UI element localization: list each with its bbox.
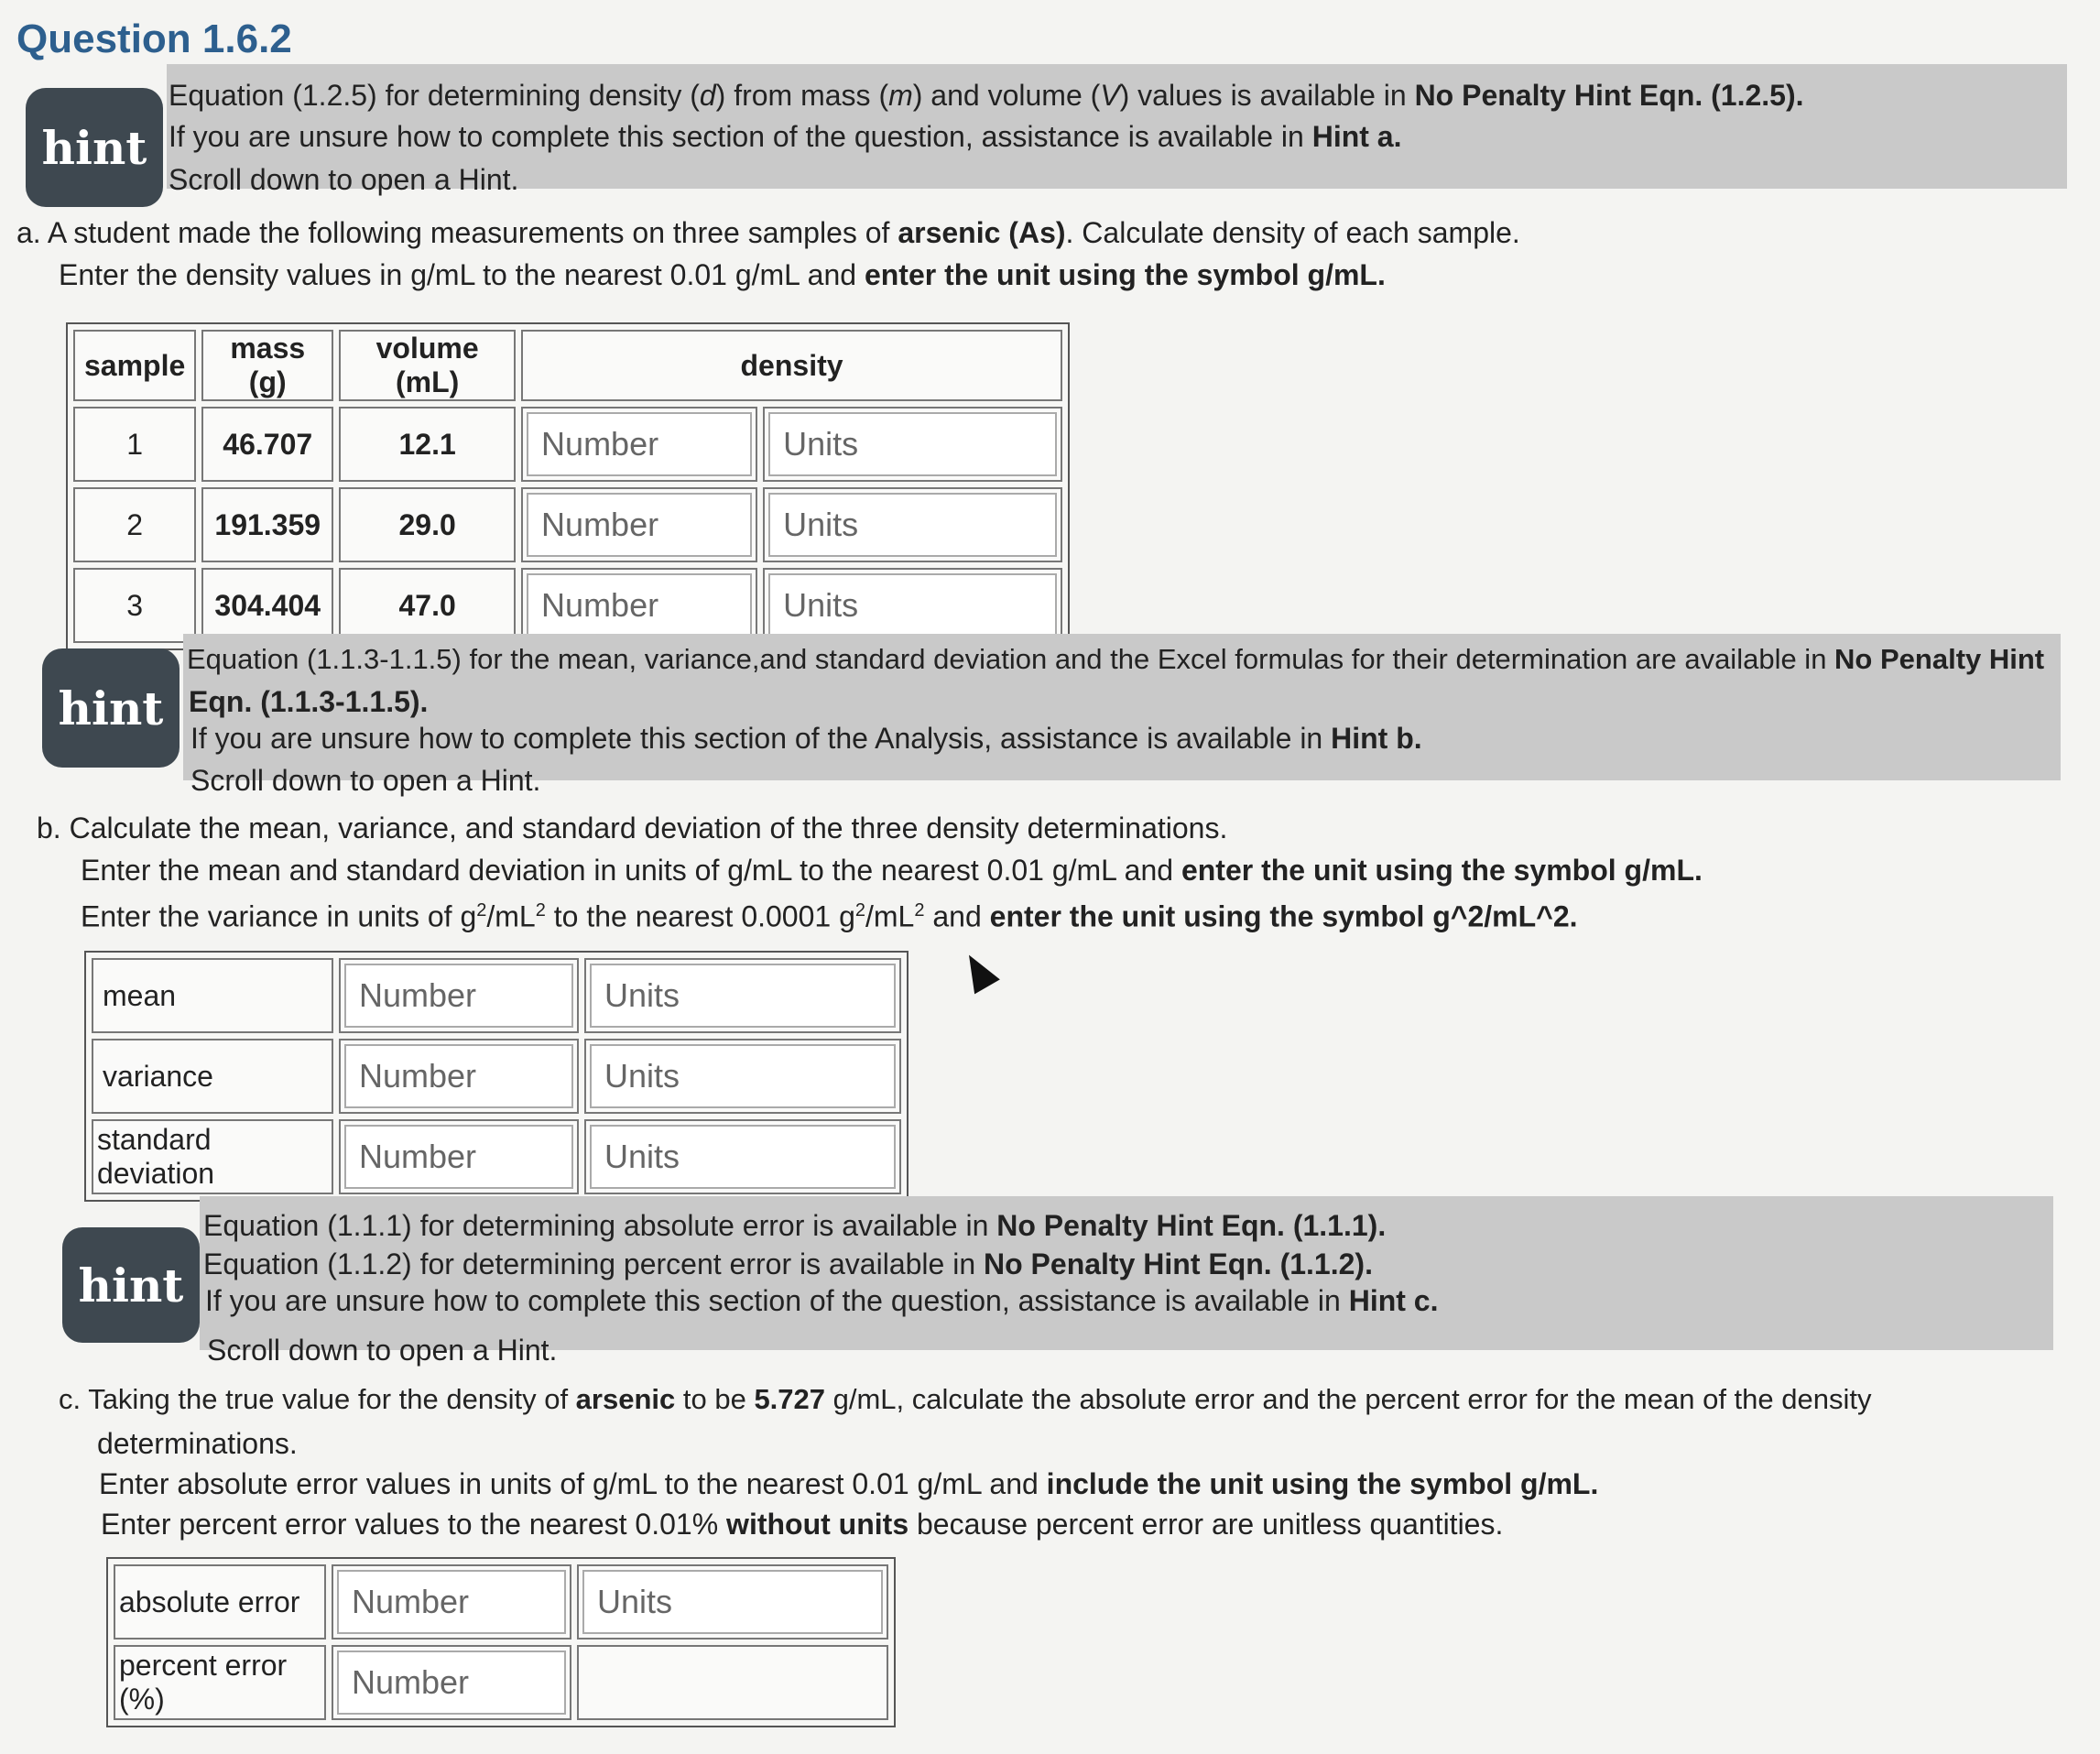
sample-cell: 2 xyxy=(73,487,196,562)
mass-cell: 46.707 xyxy=(201,407,333,482)
density-table-header xyxy=(73,330,1062,401)
hint-c-badge[interactable]: hint xyxy=(62,1227,200,1343)
mean-units-cell xyxy=(584,958,901,1033)
hint-a-line2: If you are unsure how to complete this section of the question, assistance is available in Hint a. xyxy=(169,120,1402,153)
density-units-input-2[interactable] xyxy=(768,493,1057,557)
absolute-error-label: absolute error xyxy=(114,1564,326,1640)
hint-b-badge[interactable]: hint xyxy=(42,648,180,768)
std-dev-number-input[interactable] xyxy=(344,1125,573,1189)
part-c-line1: c. Taking the true value for the density of arsenic to be 5.727 g/mL, calculate the absolute error and the percent error for the mean of the density xyxy=(59,1383,1872,1415)
question-title: Question 1.6.2 xyxy=(16,16,292,61)
table-row xyxy=(92,1039,901,1114)
table-row xyxy=(73,487,1062,562)
variance-number-input[interactable] xyxy=(344,1044,573,1108)
hint-c-line2: Equation (1.1.2) for determining percent error is available in No Penalty Hint Eqn. (1.1.2). xyxy=(203,1247,1373,1280)
hint-a-badge[interactable]: hint xyxy=(26,88,163,207)
hint-b-line2: Eqn. (1.1.3-1.1.5). xyxy=(189,685,429,718)
part-c-line4: Enter percent error values to the nearest 0.01% without units because percent error are unitless quantities. xyxy=(101,1508,1504,1541)
table-row xyxy=(73,568,1062,643)
density-number-cell xyxy=(521,407,757,482)
hint-b-line4: Scroll down to open a Hint. xyxy=(190,764,541,797)
hint-a-line1: Equation (1.2.5) for determining density (d) from mass (m) and volume (V) values is available in No Penalty Hint Eqn. (1.2.5). xyxy=(169,79,1804,112)
volume-cell: 47.0 xyxy=(339,568,516,643)
variance-units-input[interactable] xyxy=(590,1044,896,1108)
percent-error-label: percent error (%) xyxy=(114,1645,326,1720)
density-number-input-3[interactable] xyxy=(527,573,752,637)
hint-c-line1: Equation (1.1.1) for determining absolute error is available in No Penalty Hint Eqn. (1.1.1). xyxy=(203,1209,1387,1242)
part-a-line2: Enter the density values in g/mL to the nearest 0.01 g/mL and enter the unit using the symbol g/mL. xyxy=(59,258,1386,291)
header-density: density xyxy=(521,330,1062,401)
hint-b-line3: If you are unsure how to complete this section of the Analysis, assistance is available in Hint b. xyxy=(190,722,1422,755)
mean-label: mean xyxy=(92,958,333,1033)
part-b-line2: Enter the mean and standard deviation in units of g/mL to the nearest 0.01 g/mL and enter the unit using the symbol g/mL. xyxy=(81,854,1703,887)
mean-units-input[interactable] xyxy=(590,964,896,1028)
mean-number-cell xyxy=(339,958,579,1033)
mouse-pointer-icon xyxy=(956,948,1000,995)
density-number-cell xyxy=(521,568,757,643)
table-row xyxy=(92,1119,901,1194)
table-row xyxy=(92,958,901,1033)
error-table xyxy=(106,1557,896,1727)
percent-error-number-cell xyxy=(332,1645,571,1720)
density-units-input-3[interactable] xyxy=(768,573,1057,637)
sample-cell: 3 xyxy=(73,568,196,643)
density-units-cell xyxy=(763,487,1062,562)
header-mass: mass (g) xyxy=(201,330,333,401)
density-units-input-1[interactable] xyxy=(768,412,1057,476)
hint-c-line4: Scroll down to open a Hint. xyxy=(207,1334,558,1367)
absolute-error-number-cell xyxy=(332,1564,571,1640)
std-dev-label: standard deviation xyxy=(92,1119,333,1194)
variance-number-cell xyxy=(339,1039,579,1114)
mass-cell: 191.359 xyxy=(201,487,333,562)
percent-error-number-input[interactable] xyxy=(337,1651,566,1715)
sample-cell: 1 xyxy=(73,407,196,482)
density-table xyxy=(66,322,1070,650)
header-sample: sample xyxy=(73,330,196,401)
part-c-line3: Enter absolute error values in units of g/mL to the nearest 0.01 g/mL and include the unit using the symbol g/mL. xyxy=(99,1467,1599,1500)
std-dev-number-cell xyxy=(339,1119,579,1194)
volume-cell: 12.1 xyxy=(339,407,516,482)
part-c-line2: determinations. xyxy=(97,1427,298,1460)
hint-c-line3: If you are unsure how to complete this section of the question, assistance is available in Hint c. xyxy=(205,1284,1439,1317)
std-dev-units-input[interactable] xyxy=(590,1125,896,1189)
header-volume: volume (mL) xyxy=(339,330,516,401)
table-row xyxy=(114,1645,888,1720)
part-a-line1: a. A student made the following measurements on three samples of arsenic (As). Calculate density of each sample. xyxy=(16,216,1520,249)
absolute-error-number-input[interactable] xyxy=(337,1570,566,1634)
absolute-error-units-cell xyxy=(577,1564,888,1640)
variance-label: variance xyxy=(92,1039,333,1114)
hint-a-line3: Scroll down to open a Hint. xyxy=(169,163,519,196)
hint-b-line1: Equation (1.1.3-1.1.5) for the mean, variance,and standard deviation and the Excel formulas for their determination are available in No Penalty Hint xyxy=(187,643,2045,675)
variance-units-cell xyxy=(584,1039,901,1114)
mass-cell: 304.404 xyxy=(201,568,333,643)
density-number-input-2[interactable] xyxy=(527,493,752,557)
density-units-cell xyxy=(763,568,1062,643)
part-b-line3: Enter the variance in units of $g^2/mL^2$ to the nearest 0.0001 $g^2/mL^2$ and enter the unit using the symbol g^2/mL^2. xyxy=(81,899,1578,933)
density-number-cell xyxy=(521,487,757,562)
table-row xyxy=(73,407,1062,482)
table-row xyxy=(114,1564,888,1640)
mean-number-input[interactable] xyxy=(344,964,573,1028)
volume-cell: 29.0 xyxy=(339,487,516,562)
part-b-line1: b. Calculate the mean, variance, and standard deviation of the three density determinations. xyxy=(37,812,1228,844)
statistics-table xyxy=(84,951,909,1202)
empty-cell xyxy=(577,1645,888,1720)
density-units-cell xyxy=(763,407,1062,482)
std-dev-units-cell xyxy=(584,1119,901,1194)
density-number-input-1[interactable] xyxy=(527,412,752,476)
absolute-error-units-input[interactable] xyxy=(582,1570,883,1634)
